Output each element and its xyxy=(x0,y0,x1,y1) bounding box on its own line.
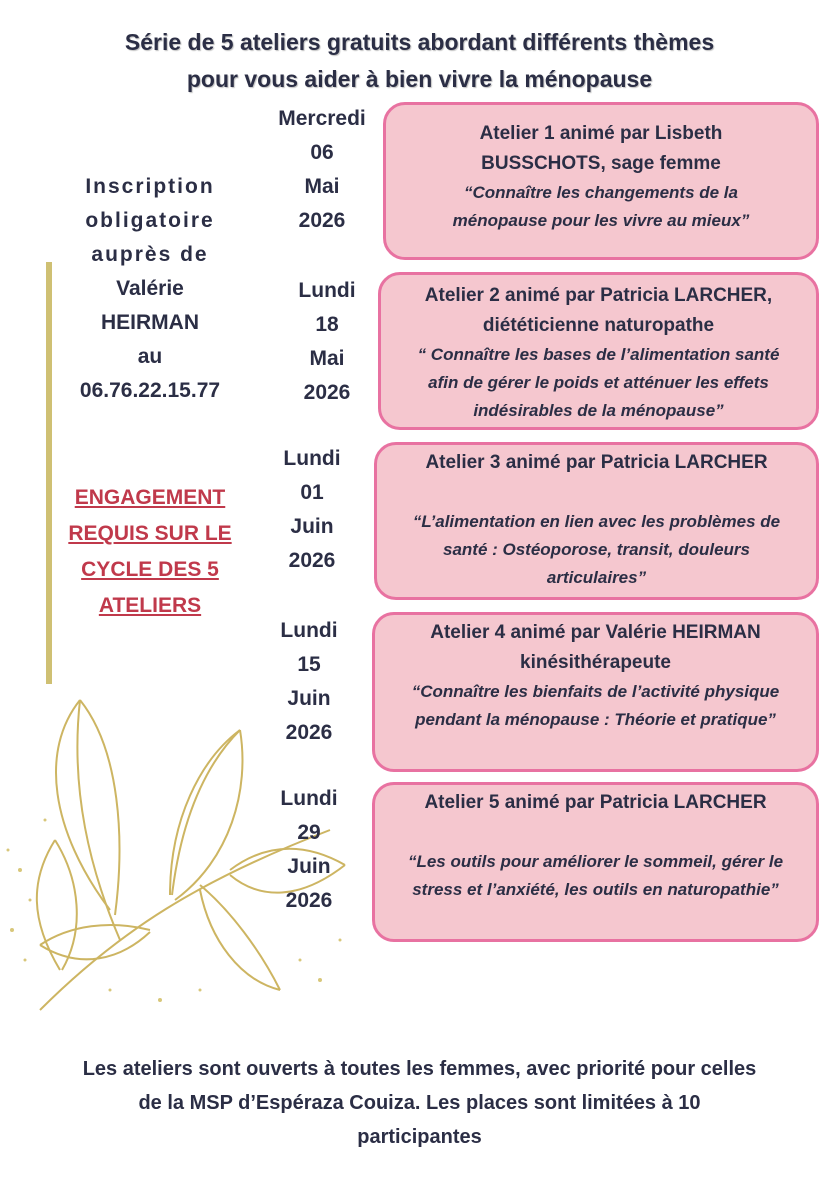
inscription-line: obligatoire xyxy=(85,209,215,232)
atelier-head-line: BUSSCHOTS, sage femme xyxy=(481,153,721,174)
title-line-1: Série de 5 ateliers gratuits abordant différents thèmes xyxy=(124,29,715,55)
date-number: 18 xyxy=(315,313,339,336)
atelier-desc-line: “Connaître les changements de la xyxy=(464,183,738,202)
engagement-notice xyxy=(50,480,250,624)
footer-line: Les ateliers sont ouverts à toutes les femmes, avec priorité pour celles xyxy=(82,1058,757,1080)
atelier-desc-line: “ Connaître les bases de l’alimentation santé xyxy=(417,345,780,364)
atelier-desc-line: “L’alimentation en lien avec les problèmes de xyxy=(412,512,781,531)
date-number: 29 xyxy=(297,821,321,844)
inscription-block xyxy=(50,170,250,408)
date-day: Lundi xyxy=(298,279,356,302)
atelier-3-date xyxy=(257,442,367,578)
atelier-2-card xyxy=(378,272,819,430)
atelier-head-line: Atelier 5 animé par Patricia LARCHER xyxy=(424,792,767,813)
atelier-desc-line: indésirables de la ménopause” xyxy=(473,401,724,420)
date-number: 06 xyxy=(310,141,334,164)
engagement-line: ENGAGEMENT xyxy=(74,486,226,509)
atelier-1-date xyxy=(267,102,377,238)
atelier-head-line: diététicienne naturopathe xyxy=(482,315,715,336)
engagement-line: ATELIERS xyxy=(98,594,202,617)
date-month: Juin xyxy=(290,515,334,538)
page-title xyxy=(0,24,839,98)
date-month: Mai xyxy=(304,175,340,198)
inscription-line: HEIRMAN xyxy=(101,311,199,334)
inscription-line: Valérie xyxy=(116,277,184,300)
atelier-desc-line: “Connaître les bienfaits de l’activité physique xyxy=(411,682,780,701)
phone-number: 06.76.22.15.77 xyxy=(79,379,221,402)
atelier-desc-line: pendant la ménopause : Théorie et pratique” xyxy=(415,710,776,729)
atelier-desc-line: ménopause pour les vivre au mieux” xyxy=(452,211,750,230)
atelier-1-card xyxy=(383,102,819,260)
atelier-4-date xyxy=(254,614,364,750)
atelier-desc-line: santé : Ostéoporose, transit, douleurs xyxy=(442,540,750,559)
atelier-desc-line: “Les outils pour améliorer le sommeil, gérer le xyxy=(407,852,784,871)
date-number: 01 xyxy=(300,481,324,504)
footer-note xyxy=(0,1052,839,1154)
date-month: Juin xyxy=(287,855,331,878)
atelier-desc-line: stress et l’anxiété, les outils en naturopathie” xyxy=(412,880,779,899)
atelier-head-line: kinésithérapeute xyxy=(520,652,671,673)
date-year: 2026 xyxy=(285,889,333,912)
atelier-5-card xyxy=(372,782,819,942)
inscription-line: Inscription xyxy=(85,175,215,198)
engagement-line: REQUIS SUR LE xyxy=(68,522,232,545)
date-year: 2026 xyxy=(285,721,333,744)
date-year: 2026 xyxy=(298,209,346,232)
atelier-desc-line: articulaires” xyxy=(546,568,647,587)
date-month: Juin xyxy=(287,687,331,710)
date-year: 2026 xyxy=(288,549,336,572)
atelier-3-card xyxy=(374,442,819,600)
atelier-head-line: Atelier 3 animé par Patricia LARCHER xyxy=(425,452,768,473)
atelier-head-line: Atelier 2 animé par Patricia LARCHER, xyxy=(424,285,773,306)
engagement-line: CYCLE DES 5 xyxy=(81,558,219,581)
footer-line: participantes xyxy=(357,1126,482,1148)
inscription-line: auprès de xyxy=(91,243,209,266)
atelier-2-date xyxy=(272,274,382,410)
inscription-line: au xyxy=(137,345,163,368)
footer-line: de la MSP d’Espéraza Couiza. Les places sont limitées à 10 xyxy=(138,1092,701,1114)
date-day: Lundi xyxy=(280,787,338,810)
atelier-desc-line: afin de gérer le poids et atténuer les effets xyxy=(428,373,769,392)
atelier-4-card xyxy=(372,612,819,772)
atelier-head-line: Atelier 1 animé par Lisbeth xyxy=(479,123,723,144)
date-day: Lundi xyxy=(280,619,338,642)
date-day: Mercredi xyxy=(278,107,366,130)
atelier-5-date xyxy=(254,782,364,918)
atelier-head-line: Atelier 4 animé par Valérie HEIRMAN xyxy=(430,622,761,643)
date-month: Mai xyxy=(309,347,345,370)
date-number: 15 xyxy=(297,653,321,676)
date-day: Lundi xyxy=(283,447,341,470)
date-year: 2026 xyxy=(303,381,351,404)
title-line-2: pour vous aider à bien vivre la ménopause xyxy=(186,66,653,92)
